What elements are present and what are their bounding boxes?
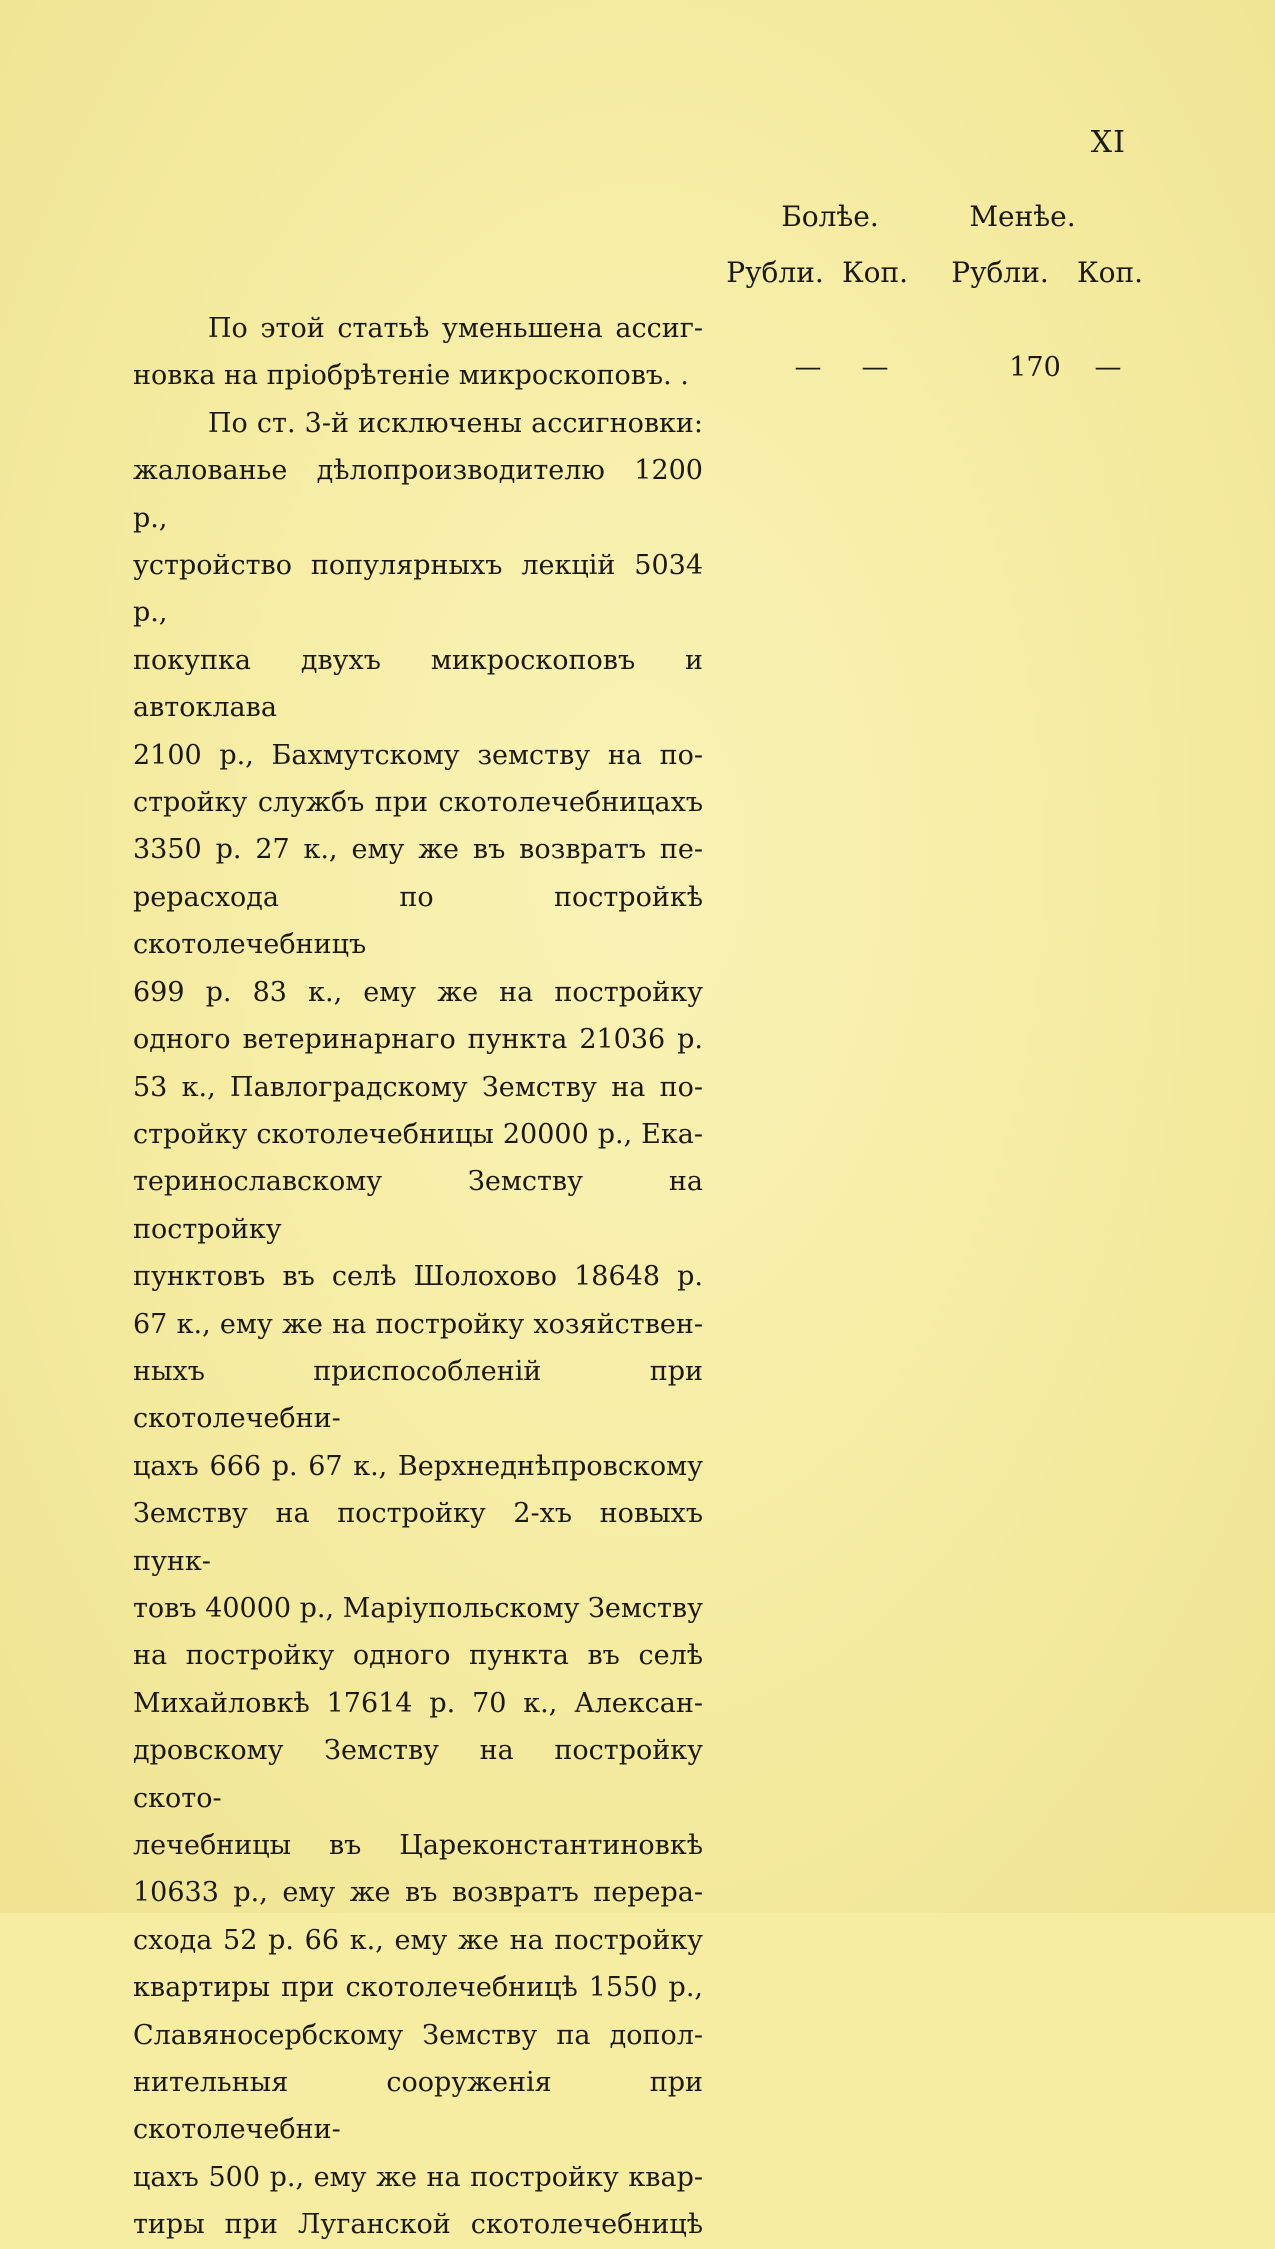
entry-1-rubles-more: — xyxy=(794,352,822,383)
entry-2-line: квартиры при скотолечебницѣ 1550 р., xyxy=(133,1972,703,2004)
entry-2-line: цахъ 500 р., ему же на постройку квар- xyxy=(133,2161,703,2193)
entry-2-line: теринославскому Земству на постройку xyxy=(133,1166,703,1245)
header-rubles-more: Рубли. xyxy=(726,256,824,289)
entry-2-line: на постройку одного пункта въ селѣ xyxy=(133,1640,703,1672)
entry-2-line: 10633 р., ему же въ возвратъ перера- xyxy=(133,1877,703,1909)
header-rubles-less: Рубли. xyxy=(951,256,1049,289)
entry-1-line: По этой статьѣ уменьшена ассиг- xyxy=(208,313,703,344)
entry-2-line: тиры при Луганской скотолечебницѣ xyxy=(133,2209,703,2241)
entry-2-line: жалованье дѣлопроизводителю 1200 р., xyxy=(133,455,703,534)
entry-1-kop-less: — xyxy=(1094,352,1122,383)
body-text xyxy=(133,305,703,2249)
entry-2-line: цахъ 666 р. 67 к., Верхнеднѣпровскому xyxy=(133,1450,703,1482)
header-kop-less: Коп. xyxy=(1076,256,1144,289)
entry-2-line: стройку скотолечебницы 20000 р., Ека- xyxy=(133,1118,703,1150)
header-kop-more: Коп. xyxy=(841,256,909,289)
entry-2-line: 699 р. 83 к., ему же на постройку xyxy=(133,976,703,1008)
entry-2-paragraph xyxy=(133,400,703,2249)
entry-2-line: 3350 р. 27 к., ему же въ возвратъ пе- xyxy=(133,834,703,866)
entry-2-line: рерасхода по постройкѣ скотолечебницъ xyxy=(133,881,703,961)
entry-2-line: одного ветеринарнаго пункта 21036 р. xyxy=(133,1024,703,1056)
entry-2-line: товъ 40000 р., Маріупольскому Земству xyxy=(133,1592,703,1624)
entry-1-line: новка на пріобрѣтеніе микроскоповъ. . xyxy=(133,360,689,392)
entry-2-line: Михайловкѣ 17614 р. 70 к., Алексан- xyxy=(133,1687,703,1719)
entry-1-kop-more: — xyxy=(861,352,889,383)
entry-2-line: 53 к., Павлоградскому Земству на по- xyxy=(133,1071,703,1103)
entry-2-line: 2100 р., Бахмутскому земству на по- xyxy=(133,739,703,771)
entry-2-line: ныхъ приспособленій при скотолечебни- xyxy=(133,1355,703,1435)
page-number: XI xyxy=(1090,125,1126,160)
entry-2-line: лечебницы въ Цареконстантиновкѣ xyxy=(133,1830,703,1861)
entry-2-line: стройку службъ при скотолечебницахъ xyxy=(133,787,703,819)
entry-2-line: пунктовъ въ селѣ Шолохово 18648 р. xyxy=(133,1261,703,1293)
header-less: Менѣе. xyxy=(969,200,1076,233)
header-more: Болѣе. xyxy=(781,200,879,233)
entry-2-line: 67 к., ему же на постройку хозяйствен- xyxy=(133,1308,703,1340)
entry-2-line: Земству на постройку 2-хъ новыхъ пунк- xyxy=(133,1498,703,1577)
entry-2-line: нительныя сооруженія при скотолечебни- xyxy=(133,2067,703,2146)
entry-2-line: По ст. 3-й исключены ассигновки: xyxy=(208,407,703,439)
entry-1-paragraph xyxy=(133,305,703,400)
entry-2-line: покупка двухъ микроскоповъ и автоклава xyxy=(133,644,703,724)
entry-2-line: схода 52 р. 66 к., ему же на постройку xyxy=(133,1924,703,1956)
entry-2-line: устройство популярныхъ лекцій 5034 р., xyxy=(133,550,703,629)
entry-2-line: дровскому Земству на постройку ското- xyxy=(133,1735,703,1814)
entry-2-line: Славяносербскому Земству па допол- xyxy=(133,2019,703,2051)
entry-1-rubles-less: 170 xyxy=(1009,352,1061,383)
